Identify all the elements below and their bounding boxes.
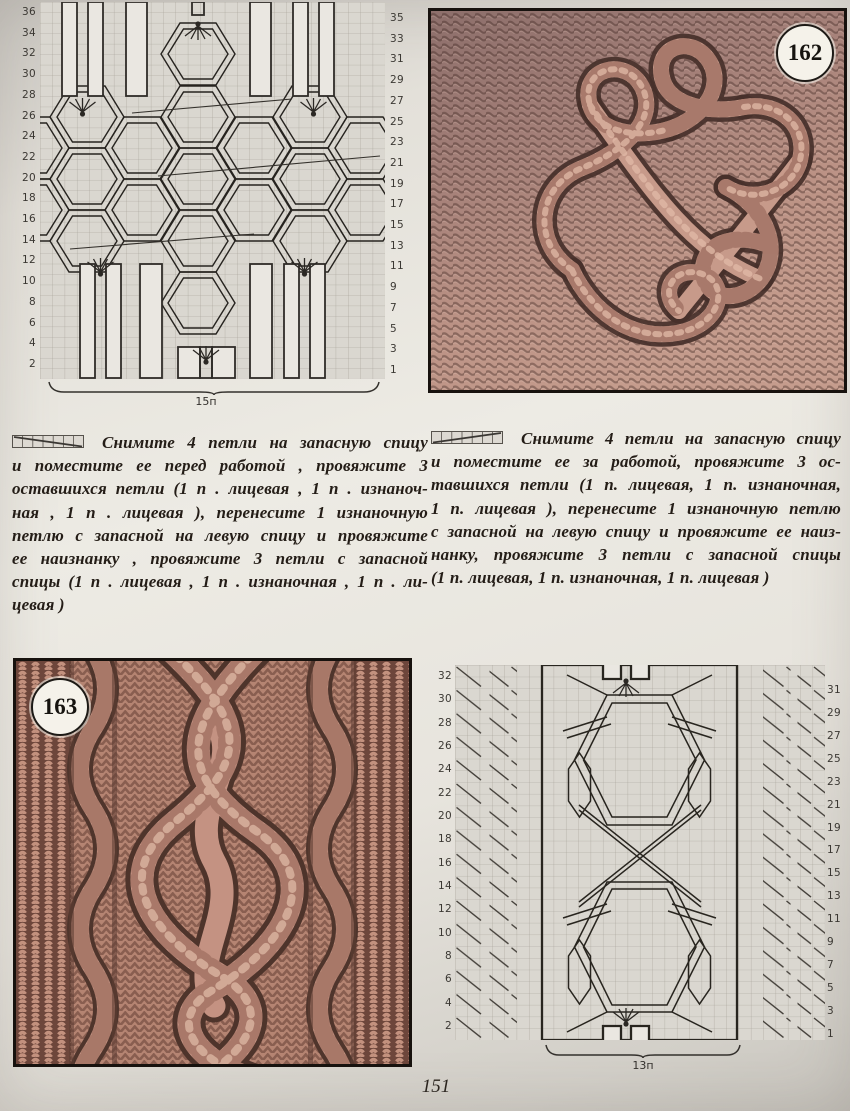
instruction-lines [431, 450, 841, 589]
row-number: 9 [390, 281, 397, 294]
row-number: 21 [390, 156, 404, 169]
repeat-width-label: 13п [632, 1059, 654, 1072]
instruction-line: и поместите ее перед работой , провяжите 3 [12, 456, 428, 476]
row-number: 4 [445, 996, 452, 1009]
chart-13-grid [455, 665, 825, 1040]
row-number: 1 [827, 1027, 834, 1040]
row-number: 17 [390, 198, 404, 211]
row-number: 26 [438, 739, 452, 752]
row-number: 5 [827, 981, 834, 994]
row-number: 15 [390, 219, 404, 232]
row-number: 30 [22, 68, 36, 81]
row-number: 3 [390, 343, 397, 356]
instruction-line: ее наизнанку , провяжите 3 петли с запасной [12, 549, 428, 569]
instruction-first-line [431, 427, 841, 450]
row-number: 8 [445, 949, 452, 962]
row-number: 8 [29, 295, 36, 308]
row-number: 31 [827, 684, 841, 696]
row-number: 36 [22, 6, 36, 18]
instruction-line: тавшихся петли (1 п. лицевая, 1 п. изнаночная, [431, 475, 841, 495]
instructions-left [12, 431, 428, 617]
row-number: 20 [438, 809, 452, 822]
swatch-photo-163 [13, 658, 412, 1067]
row-number: 32 [438, 670, 452, 682]
instruction-line: с запасной на левую спицу и провяжите ее наиз- [431, 521, 841, 541]
row-number: 12 [438, 903, 452, 916]
row-number: 21 [827, 798, 841, 811]
chart-15-row-numbers-right [390, 12, 420, 376]
repeat-brace [48, 381, 380, 396]
row-number: 33 [390, 32, 404, 45]
row-number: 14 [438, 879, 452, 892]
instruction-line: (1 п. лицевая, 1 п. изнаночная, 1 п. лицевая ) [431, 568, 770, 588]
row-number: 31 [390, 53, 404, 66]
row-number: 13 [390, 239, 404, 252]
row-number: 25 [827, 752, 841, 765]
instruction-first-line [12, 431, 428, 454]
row-number: 13 [827, 890, 841, 903]
instruction-line: и поместите ее за работой, провяжите 3 ос- [431, 452, 841, 472]
row-number: 18 [438, 833, 452, 846]
row-number: 2 [445, 1019, 452, 1032]
right-rib-panel [354, 661, 409, 1064]
instruction-line: 1 п. лицевая ), перенесите 1 изнаночную петлю [431, 498, 841, 518]
row-number: 16 [22, 213, 36, 226]
pattern-number-badge: 163 [31, 678, 89, 736]
chart-13-row-numbers-left [428, 670, 452, 1032]
row-number: 6 [29, 316, 36, 329]
instruction-text: Снимите 4 петли на запасную спицу [521, 429, 841, 448]
row-number: 16 [438, 856, 452, 869]
instruction-lines [12, 454, 428, 616]
row-number: 5 [390, 322, 397, 335]
chart-15-grid [40, 2, 385, 379]
row-number: 23 [390, 136, 404, 149]
row-number: 24 [22, 130, 36, 143]
row-number: 6 [445, 973, 452, 986]
row-number: 22 [22, 150, 36, 163]
instruction-line: нанку, провяжите 3 петли с запасной спицы [431, 545, 841, 565]
row-number: 30 [438, 693, 452, 706]
row-number: 7 [390, 301, 397, 314]
row-number: 20 [22, 171, 36, 184]
row-number: 3 [827, 1004, 834, 1017]
row-number: 27 [827, 729, 841, 742]
row-number: 23 [827, 775, 841, 788]
row-number: 28 [438, 716, 452, 729]
row-number: 22 [438, 786, 452, 799]
row-number: 7 [827, 959, 834, 972]
row-number: 4 [29, 337, 36, 350]
row-number: 1 [390, 363, 397, 376]
row-number: 26 [22, 109, 36, 122]
row-number: 29 [827, 706, 841, 719]
knitting-chart-15 [6, 2, 420, 406]
row-number: 25 [390, 115, 404, 128]
row-number: 28 [22, 88, 36, 101]
cable-front-icon [12, 435, 84, 448]
instruction-line: спицы (1 п . лицевая , 1 п . изнаночная , 1 п . ли- [12, 572, 428, 592]
instruction-line: цевая ) [12, 595, 65, 615]
row-number: 11 [827, 913, 841, 926]
row-number: 11 [390, 260, 404, 273]
page-number: 151 [421, 1076, 451, 1097]
row-number: 27 [390, 94, 404, 107]
row-number: 19 [390, 177, 404, 190]
instruction-text: Снимите 4 петли на запасную спицу [102, 433, 428, 452]
row-number: 10 [22, 275, 36, 288]
swatch-photo-162 [428, 8, 847, 393]
instructions-right [431, 427, 841, 589]
instruction-line: петлю с запасной на левую спицу и провяжите [12, 525, 428, 545]
row-number: 9 [827, 936, 834, 949]
row-number: 10 [438, 926, 452, 939]
cable-back-icon [431, 431, 503, 444]
row-number: 15 [827, 867, 841, 880]
row-number: 34 [22, 26, 36, 39]
instruction-line: ная , 1 п . лицевая ), перенесите 1 изнаночную [12, 502, 428, 522]
row-number: 18 [22, 192, 36, 205]
row-number: 19 [827, 821, 841, 834]
chart-15-row-numbers-left [8, 6, 36, 370]
pattern-number-badge: 162 [776, 24, 834, 82]
row-number: 32 [22, 47, 36, 60]
row-number: 17 [827, 844, 841, 857]
chart-13-row-numbers-right [827, 684, 850, 1040]
row-number: 24 [438, 763, 452, 776]
instruction-line: оставшихся петли (1 п . лицевая , 1 п . изнаноч- [12, 479, 428, 499]
row-number: 35 [390, 12, 404, 24]
row-number: 14 [22, 233, 36, 246]
repeat-brace [545, 1044, 741, 1059]
row-number: 12 [22, 254, 36, 267]
knitting-chart-13 [428, 660, 850, 1080]
row-number: 2 [29, 357, 36, 370]
repeat-width-label: 15п [195, 395, 217, 408]
row-number: 29 [390, 74, 404, 87]
